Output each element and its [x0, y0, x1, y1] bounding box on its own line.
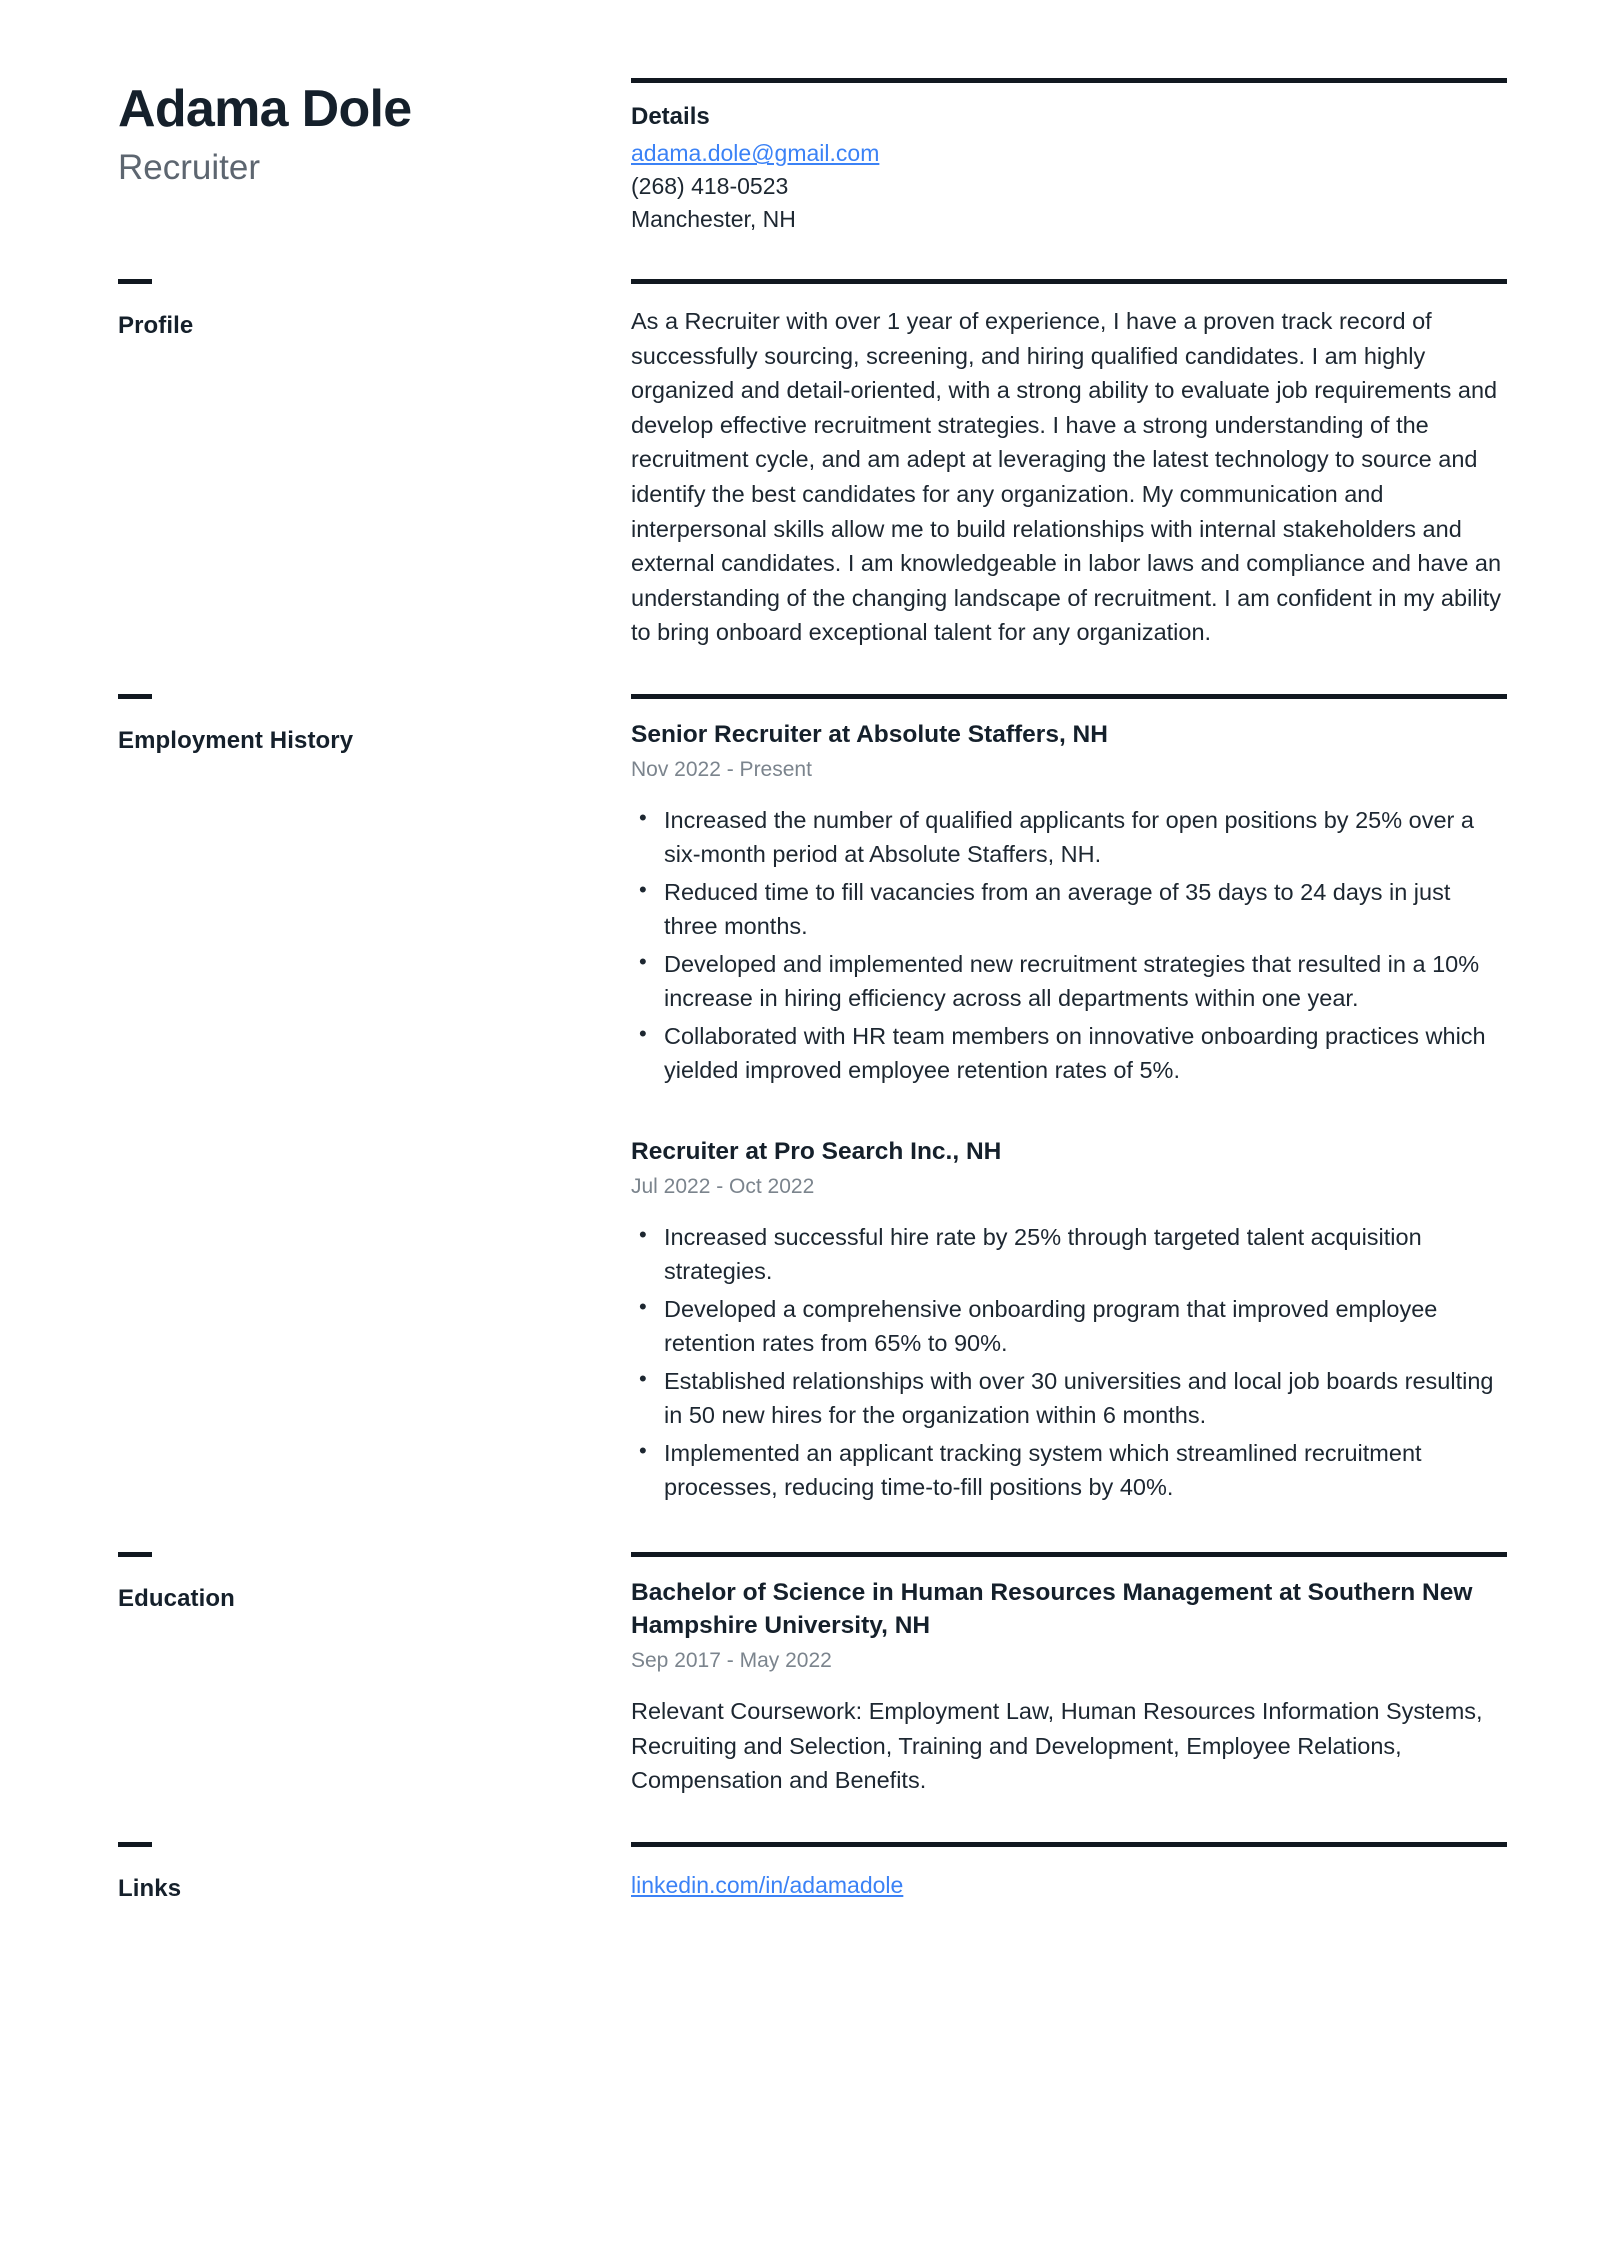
list-item: • Developed and implemented new recruitment strategies that resulted in a 10% increase in hiring efficiency across all departments within one year.	[664, 947, 1507, 1016]
details-phone: (268) 418-0523	[631, 173, 789, 200]
list-item: • Increased the number of qualified applicants for open positions by 25% over a six-month period at Absolute Staffers, NH.	[664, 803, 1507, 872]
list-item: • Collaborated with HR team members on innovative onboarding practices which yielded improved employee retention rates of 5%.	[664, 1019, 1507, 1088]
entry-title: Senior Recruiter at Absolute Staffers, NH	[631, 720, 1108, 748]
entry-bullet-list	[631, 803, 1507, 1088]
spacer	[0, 650, 1600, 694]
entry-date: Sep 2017 - May 2022	[631, 1649, 832, 1673]
entry-date: Jul 2022 - Oct 2022	[631, 1175, 815, 1199]
list-item: • Implemented an applicant tracking system which streamlined recruitment processes, reducing time-to-fill positions by 40%.	[664, 1436, 1507, 1505]
spacer	[0, 1798, 1600, 1842]
spacer	[0, 1508, 1600, 1552]
profile-label: Profile	[118, 312, 194, 340]
employment-entry	[631, 719, 1507, 1088]
list-item: • Developed a comprehensive onboarding program that improved employee retention rates from 65% to 90%.	[664, 1292, 1507, 1361]
entry-title: Bachelor of Science in Human Resources Management at Southern New Hampshire University, NH	[631, 1578, 1473, 1639]
section-rule	[631, 279, 1507, 284]
links-list	[631, 1869, 1507, 1902]
section-dash	[118, 1842, 152, 1847]
profile-text: As a Recruiter with over 1 year of experience, I have a proven track record of successfully sourcing, screening, and hiring qualified candidates. I am highly organized and detail-oriented, with a strong ability to evaluate job requirements and develop effective recruitment strategies. I have a strong understanding of the recruitment cycle, and am adept at leveraging the latest technology to source and identify the best candidates for any organization. My communication and interpersonal skills allow me to build relationships with internal stakeholders and external candidates. I am knowledgeable in labor laws and compliance and have an understanding of the changing landscape of recruitment. I am confident in my ability to bring onboard exceptional talent for any organization.	[631, 308, 1502, 646]
identity-block	[118, 78, 631, 189]
entry-date: Nov 2022 - Present	[631, 758, 812, 782]
employment-entry	[631, 1136, 1507, 1505]
entry-title: Recruiter at Pro Search Inc., NH	[631, 1137, 1002, 1165]
linkedin-link[interactable]: linkedin.com/in/adamadole	[631, 1871, 904, 1898]
section-rule	[631, 78, 1507, 83]
profile-label-column	[118, 279, 631, 340]
list-item: • Increased successful hire rate by 25% through targeted talent acquisition strategies.	[664, 1220, 1507, 1289]
employment-content-column	[631, 694, 1507, 1508]
education-content-column	[631, 1552, 1507, 1798]
links-section	[0, 1842, 1600, 1903]
employment-section	[0, 694, 1600, 1508]
email-link[interactable]: adama.dole@gmail.com	[631, 140, 880, 167]
section-dash	[118, 279, 152, 284]
links-label: Links	[118, 1874, 182, 1902]
section-dash	[118, 694, 152, 699]
entry-bullet-list	[631, 1220, 1507, 1505]
details-heading: Details	[631, 103, 710, 130]
list-item: • Established relationships with over 30 universities and local job boards resulting in 50 new hires for the organization within 6 months.	[664, 1364, 1507, 1433]
details-location: Manchester, NH	[631, 205, 796, 232]
education-label-column	[118, 1552, 631, 1613]
spacer	[0, 235, 1600, 279]
education-description: Relevant Coursework: Employment Law, Human Resources Information Systems, Recruiting and Selection, Training and Development, Employee Relations, Compensation and Benefits.	[631, 1698, 1483, 1794]
list-item: • Reduced time to fill vacancies from an average of 35 days to 24 days in just three months.	[664, 875, 1507, 944]
education-entry	[631, 1577, 1507, 1798]
section-rule	[631, 694, 1507, 699]
details-section	[631, 78, 1507, 235]
profile-content-column	[631, 279, 1507, 649]
links-label-column	[118, 1842, 631, 1903]
employment-label-column	[118, 694, 631, 755]
resume-header	[0, 0, 1600, 235]
profile-section	[0, 279, 1600, 649]
details-email-row	[631, 137, 1507, 170]
section-rule	[631, 1842, 1507, 1847]
employment-label: Employment History	[118, 726, 354, 754]
full-name: Adama Dole	[118, 80, 412, 138]
education-label: Education	[118, 1584, 235, 1612]
education-section	[0, 1552, 1600, 1798]
job-title: Recruiter	[118, 148, 260, 188]
links-content-column	[631, 1842, 1507, 1902]
section-dash	[118, 1552, 152, 1557]
section-rule	[631, 1552, 1507, 1557]
